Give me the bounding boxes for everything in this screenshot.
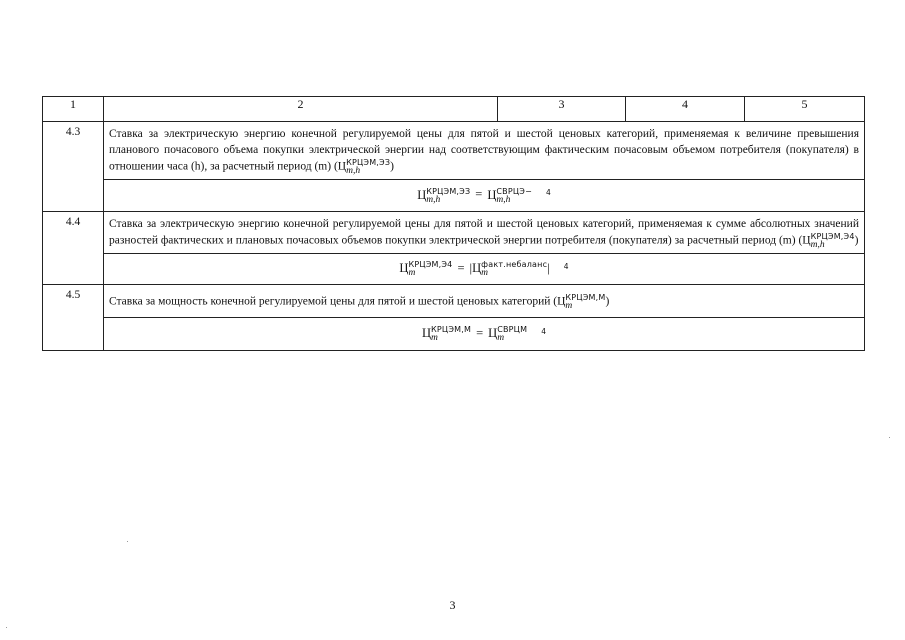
lhs-subscript: m [431, 333, 438, 344]
symbol-base: Ц [337, 160, 347, 173]
table-row [43, 122, 865, 180]
formula-row [43, 180, 865, 212]
formula-post: | [547, 259, 550, 275]
formula-rhs [488, 325, 527, 343]
formula-pre: | [469, 259, 473, 275]
row-description-text: Ставка за электрическую энергию конечной регулируемой цены для пятой и шестой ценовых категорий, применяемая к сумме абсолютных значений разностей фактических и плановых почасовых объемов покупки электрической энергии потребителя (покупателя) за расчетный период (m) ( [109, 218, 859, 247]
formula-row [43, 318, 865, 351]
rhs-subscript: m [497, 333, 505, 344]
formula-rhs [469, 259, 548, 279]
closing-paren: ) [390, 160, 395, 173]
formula-rhs [487, 187, 532, 205]
scan-speck [889, 437, 890, 438]
symbol-superscript: КРЦЭМ,М [565, 293, 606, 302]
header-col-3: 3 [498, 97, 626, 122]
formula-row [43, 254, 865, 285]
symbol-base: Ц [802, 234, 811, 247]
lhs-base: Ц [399, 260, 409, 275]
inline-symbol [802, 232, 854, 250]
scan-speck [127, 541, 128, 542]
header-col-1: 1 [43, 97, 104, 122]
header-col-2: 2 [104, 97, 498, 122]
scan-speck [6, 627, 7, 628]
rhs-superscript: факт.небаланс [481, 260, 548, 270]
table-row [43, 212, 865, 254]
rhs-superscript: СВРЦМ [497, 325, 528, 335]
page-number: 3 [449, 598, 456, 612]
rates-table [42, 96, 865, 351]
formula-lhs [399, 260, 452, 278]
closing-paren: ) [605, 295, 610, 308]
lhs-subscript: m [408, 268, 416, 279]
formula-cell [104, 318, 865, 351]
table-header-row [43, 97, 865, 122]
lhs-superscript: КРЦЭМ,М [431, 325, 472, 335]
symbol-subscript: m [565, 301, 573, 311]
symbol-superscript: КРЦЭМ,Э4 [810, 232, 855, 241]
inline-symbol [338, 158, 390, 176]
header-col-5: 5 [745, 97, 865, 122]
rhs-base: Ц [488, 325, 498, 340]
lhs-superscript: КРЦЭМ,Э4 [408, 260, 453, 270]
table-row [43, 285, 865, 318]
equals-sign: = [457, 260, 465, 275]
row-description-text: Ставка за мощность конечной регулируемой цены для пятой и шестой ценовых категорий ( [109, 295, 558, 308]
equals-sign: = [475, 187, 483, 202]
symbol-base: Ц [557, 295, 566, 308]
row-number: 4.4 [43, 212, 104, 285]
header-col-4: 4 [626, 97, 745, 122]
formula-cell [104, 254, 865, 285]
row-description-text: Ставка за электрическую энергию конечной регулируемой цены для пятой и шестой ценовых категорий, применяемая к величине превышения планового почасового объема покупки электрической энергии над соответствующим фактическим почасовым объемом потребителя (покупателя) в отношении часа (h), за расчетный период (m) ( [109, 128, 859, 173]
closing-paren: ) [854, 234, 859, 247]
lhs-base: Ц [422, 325, 432, 340]
formula-footnote-ref: 4 [541, 326, 546, 336]
rhs-base: Ц [472, 260, 482, 275]
symbol-superscript: КРЦЭМ,ЭЗ [346, 158, 391, 167]
formula-cell [104, 180, 865, 212]
symbol-subscript: m,h [810, 240, 825, 250]
equals-sign: = [476, 325, 484, 340]
lhs-base: Ц [417, 187, 427, 202]
row-number: 4.5 [43, 285, 104, 351]
row-description [104, 212, 865, 254]
lhs-superscript: КРЦЭМ,ЭЗ [426, 186, 471, 196]
rhs-superscript: СВРЦЭ− [496, 186, 532, 196]
formula-footnote-ref: 4 [563, 261, 569, 271]
rhs-subscript: m,h [496, 194, 511, 205]
formula-footnote-ref: 4 [546, 188, 551, 198]
symbol-subscript: m,h [346, 166, 361, 176]
lhs-subscript: m,h [426, 194, 441, 205]
row-description [104, 122, 865, 180]
formula-lhs [417, 187, 470, 205]
inline-symbol [557, 293, 605, 311]
rhs-base: Ц [487, 187, 497, 202]
row-description [104, 285, 865, 318]
rhs-subscript: m [481, 268, 489, 279]
row-number: 4.3 [43, 122, 104, 212]
formula-lhs [422, 325, 471, 343]
